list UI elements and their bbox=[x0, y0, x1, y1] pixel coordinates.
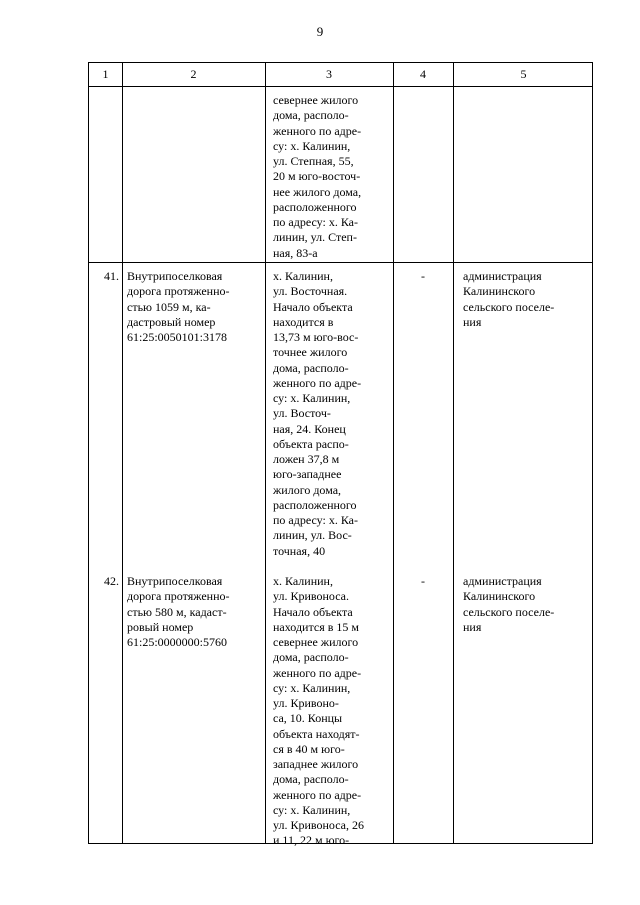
row-divider bbox=[89, 262, 592, 263]
row-41-number: 41. bbox=[104, 269, 119, 283]
row-41-col4: - bbox=[421, 269, 425, 283]
continuation-location: севернее жилого дома, располо- женного по адре- су: х. Калинин, ул. Степная, 55, 20 м юго-восточ- нее жилого дома, расположенного по адресу: х. Ка- линин, ул. Степ- ная, 83-а bbox=[273, 93, 362, 260]
objects-table bbox=[88, 62, 593, 848]
row-42-name: Внутрипоселковая дорога протяженно- стью 580 м, кадаст- ровый номер 61:25:0000000:5760 bbox=[127, 574, 230, 649]
header-divider bbox=[89, 86, 592, 87]
row-41-name: Внутрипоселковая дорога протяженно- стью 1059 м, ка- дастровый номер 61:25:0050101:3178 bbox=[127, 269, 230, 344]
row-42-number: 42. bbox=[104, 574, 119, 588]
header-col-2: 2 bbox=[190, 67, 197, 81]
column-divider bbox=[122, 63, 123, 843]
column-divider bbox=[265, 63, 266, 843]
header-col-5: 5 bbox=[520, 67, 527, 81]
header-col-3: 3 bbox=[326, 67, 332, 81]
row-42-owner: администрация Калининского сельского поселе- ния bbox=[463, 574, 555, 634]
row-42-col4: - bbox=[421, 574, 425, 588]
column-divider bbox=[453, 63, 454, 843]
header-col-4: 4 bbox=[420, 67, 426, 81]
row-41-location: х. Калинин, ул. Восточная. Начало объекта находится в 13,73 м юго-вос- точнее жилого дома, располо- женного по адре- су: х. Калинин, ул. Восточ- ная, 24. Конец объекта распо- ложен 37,8 м юго-западнее жилого дома, расположенного по адресу: х. Ка- линин, ул. Вос- точная, 40 bbox=[273, 269, 362, 558]
row-41-owner: администрация Калининского сельского поселе- ния bbox=[463, 269, 555, 329]
page-number: 9 bbox=[316, 24, 324, 39]
header-col-1: 1 bbox=[102, 67, 109, 81]
row-42-location: х. Калинин, ул. Кривоноса. Начало объекта находится в 15 м севернее жилого дома, располо- женного по адре- су: х. Калинин, ул. Кривоно- са, 10. Концы объекта находят- ся в 40 м юго- западнее жилого дома, располо- женного по адре- су: х. Калинин, ул. Кривоноса, 26 и 11, 22 м юго- bbox=[273, 574, 364, 848]
column-divider bbox=[393, 63, 394, 843]
